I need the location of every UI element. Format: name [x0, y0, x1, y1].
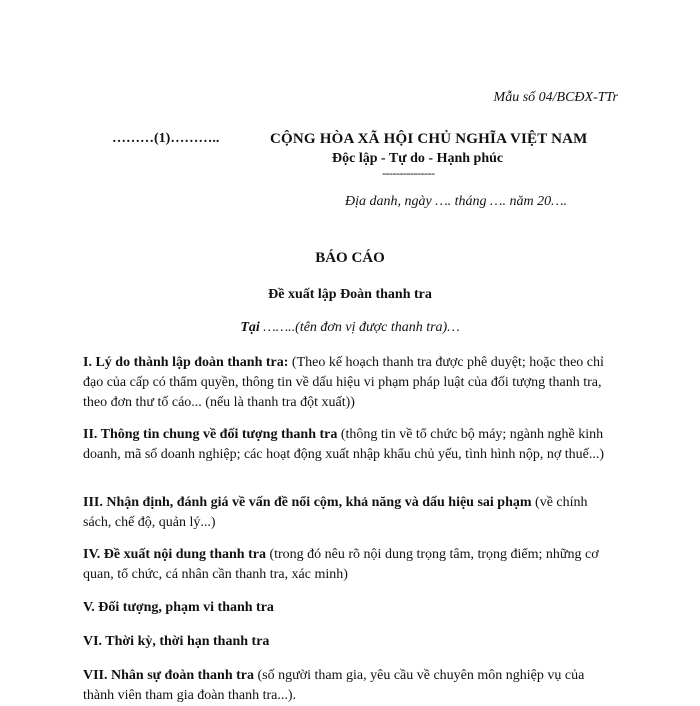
at-label: Tại — [240, 320, 260, 335]
section-heading: IV. Đề xuất nội dung thanh tra — [83, 547, 266, 562]
section-body: (trong đó nêu rõ nội dung trọng tâm, trọng điểm; những cơ quan, tổ chức, cá nhân cần thanh tra, xác minh) — [83, 547, 599, 582]
motto-underline: --------------- — [382, 166, 435, 180]
section-proposed-content — [83, 545, 613, 585]
at-text: ……..(tên đơn vị được thanh tra)… — [259, 320, 460, 335]
section-personnel — [83, 666, 613, 706]
section-assessment — [83, 493, 613, 533]
national-motto: Độc lập - Tự do - Hạnh phúc — [332, 151, 504, 166]
section-subject-scope — [83, 598, 613, 618]
form-number: Mẫu số 04/BCĐX-TTr — [493, 90, 618, 105]
document-subtitle: Đề xuất lập Đoàn thanh tra — [268, 287, 432, 302]
section-heading: V. Đối tượng, phạm vi thanh tra — [83, 600, 274, 615]
organization-placeholder: ………(1)……….. — [112, 131, 220, 146]
section-body: (về chính sách, chế độ, quản lý...) — [83, 495, 588, 530]
place-date-line: Địa danh, ngày …. tháng …. năm 20…. — [345, 194, 568, 209]
document-title: BÁO CÁO — [315, 250, 385, 266]
section-body: (Theo kế hoạch thanh tra được phê duyệt; hoặc theo chỉ đạo của cấp có thẩm quyền, thông tin về dấu hiệu vi phạm pháp luật của đối tượng thanh tra, theo đơn thư tố cáo... (nếu là thanh tra đột xuất)) — [83, 355, 604, 410]
inspected-unit-line — [0, 320, 700, 336]
section-heading: VI. Thời kỳ, thời hạn thanh tra — [83, 634, 270, 649]
section-heading: I. Lý do thành lập đoàn thanh tra: — [83, 355, 289, 370]
section-heading: III. Nhận định, đánh giá về vấn đề nổi cộm, khả năng và dấu hiệu sai phạm — [83, 495, 532, 510]
section-body: (số người tham gia, yêu cầu về chuyên môn nghiệp vụ của thành viên tham gia đoàn thanh tra...). — [83, 668, 585, 703]
section-general-info — [83, 425, 613, 465]
section-reason — [83, 353, 613, 413]
section-period — [83, 632, 613, 652]
section-body: (thông tin về tổ chức bộ máy; ngành nghề kinh doanh, mã số doanh nghiệp; các hoạt động xuất nhập khẩu chủ yếu, tình hình nộp, nợ thuế...) — [83, 427, 605, 462]
section-heading: VII. Nhân sự đoàn thanh tra — [83, 668, 255, 683]
section-heading: II. Thông tin chung về đối tượng thanh tra — [83, 427, 338, 442]
nation-name: CỘNG HÒA XÃ HỘI CHỦ NGHĨA VIỆT NAM — [270, 131, 588, 147]
